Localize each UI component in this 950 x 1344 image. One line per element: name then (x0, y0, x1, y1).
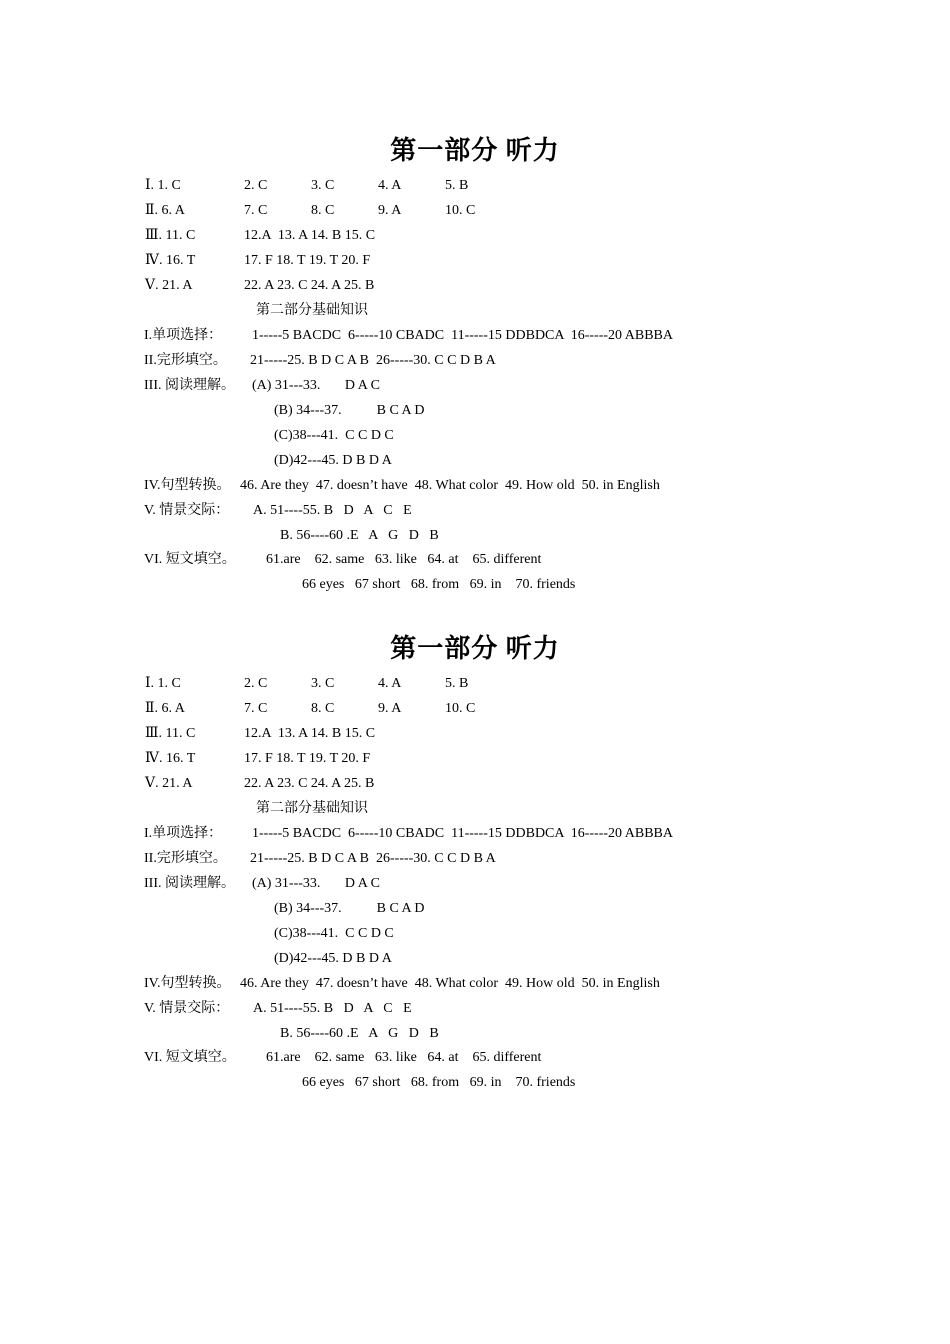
q3-answers-d: (D)42---45. D B D A (274, 951, 392, 966)
q2-label: II.完形填空。 (144, 851, 227, 866)
q5-answers-a: A. 51----55. B D A C E (253, 503, 412, 518)
listening-row-1-num: Ⅰ. 1. C (145, 676, 181, 691)
listening-row-2-b: 8. C (311, 203, 335, 218)
listening-row-3-num: Ⅲ. 11. C (145, 228, 196, 243)
q1-label: I.单项选择： (144, 328, 223, 343)
q2-label: II.完形填空。 (144, 353, 227, 368)
q3-answers-b: (B) 34---37. B C A D (274, 901, 425, 916)
q3-answers-b: (B) 34---37. B C A D (274, 403, 425, 418)
listening-row-2-d: 10. C (445, 203, 476, 218)
listening-row-3-a: 12.A 13. A 14. B 15. C (244, 726, 376, 741)
listening-row-1-num: Ⅰ. 1. C (145, 178, 181, 193)
q5-answers-b: B. 56----60 .E A G D B (280, 528, 439, 543)
listening-row-2-d: 10. C (445, 701, 476, 716)
q4-answers: 46. Are they 47. doesn’t have 48. What color 49. How old 50. in English (240, 976, 660, 991)
q2-answers: 21-----25. B D C A B 26-----30. C C D B A (250, 851, 496, 866)
listening-row-5-a: 22. A 23. C 24. A 25. B (244, 278, 375, 293)
section-title: 第一部分 听力 (390, 634, 560, 663)
part2-title: 第二部分基础知识 (256, 303, 368, 318)
listening-row-4-a: 17. F 18. T 19. T 20. F (244, 253, 371, 268)
q3-answers-d: (D)42---45. D B D A (274, 453, 392, 468)
listening-row-4-a: 17. F 18. T 19. T 20. F (244, 751, 371, 766)
listening-row-4-num: Ⅳ. 16. T (145, 253, 196, 268)
listening-row-1-c: 4. A (378, 676, 402, 691)
listening-row-2-c: 9. A (378, 701, 402, 716)
q4-label: IV.句型转换。 (144, 976, 231, 991)
listening-row-2-a: 7. C (244, 701, 268, 716)
answer-key-section-2 (0, 628, 950, 1108)
listening-row-2-num: Ⅱ. 6. A (145, 701, 185, 716)
listening-row-5-a: 22. A 23. C 24. A 25. B (244, 776, 375, 791)
listening-row-1-c: 4. A (378, 178, 402, 193)
q6-answers-a: 61.are 62. same 63. like 64. at 65. different (266, 1050, 542, 1065)
listening-row-3-a: 12.A 13. A 14. B 15. C (244, 228, 376, 243)
q4-answers: 46. Are they 47. doesn’t have 48. What color 49. How old 50. in English (240, 478, 660, 493)
q3-label: III. 阅读理解。 (144, 876, 235, 891)
section-title: 第一部分 听力 (390, 136, 560, 165)
q1-answers: 1-----5 BACDC 6-----10 CBADC 11-----15 DDBDCA 16-----20 ABBBA (252, 826, 673, 841)
part2-title: 第二部分基础知识 (256, 801, 368, 816)
listening-row-2-b: 8. C (311, 701, 335, 716)
listening-row-1-b: 3. C (311, 178, 335, 193)
q4-label: IV.句型转换。 (144, 478, 231, 493)
listening-row-3-num: Ⅲ. 11. C (145, 726, 196, 741)
listening-row-2-c: 9. A (378, 203, 402, 218)
q3-answers-c: (C)38---41. C C D C (274, 926, 394, 941)
listening-row-1-a: 2. C (244, 676, 268, 691)
listening-row-5-num: Ⅴ. 21. A (145, 278, 193, 293)
q6-label: VI. 短文填空。 (144, 1050, 236, 1065)
listening-row-5-num: Ⅴ. 21. A (145, 776, 193, 791)
q1-label: I.单项选择： (144, 826, 223, 841)
listening-row-1-b: 3. C (311, 676, 335, 691)
q2-answers: 21-----25. B D C A B 26-----30. C C D B A (250, 353, 496, 368)
q5-label: V. 情景交际： (144, 503, 230, 518)
q5-answers-b: B. 56----60 .E A G D B (280, 1026, 439, 1041)
q6-answers-b: 66 eyes 67 short 68. from 69. in 70. friends (302, 577, 576, 592)
listening-row-4-num: Ⅳ. 16. T (145, 751, 196, 766)
q3-answers-a: (A) 31---33. D A C (252, 378, 380, 393)
listening-row-1-a: 2. C (244, 178, 268, 193)
q6-answers-a: 61.are 62. same 63. like 64. at 65. different (266, 552, 542, 567)
listening-row-2-num: Ⅱ. 6. A (145, 203, 185, 218)
listening-row-1-d: 5. B (445, 676, 469, 691)
listening-row-2-a: 7. C (244, 203, 268, 218)
q6-label: VI. 短文填空。 (144, 552, 236, 567)
answer-key-section-1 (0, 130, 950, 610)
q3-answers-c: (C)38---41. C C D C (274, 428, 394, 443)
q3-answers-a: (A) 31---33. D A C (252, 876, 380, 891)
q3-label: III. 阅读理解。 (144, 378, 235, 393)
q6-answers-b: 66 eyes 67 short 68. from 69. in 70. friends (302, 1075, 576, 1090)
q5-label: V. 情景交际： (144, 1001, 230, 1016)
q5-answers-a: A. 51----55. B D A C E (253, 1001, 412, 1016)
q1-answers: 1-----5 BACDC 6-----10 CBADC 11-----15 DDBDCA 16-----20 ABBBA (252, 328, 673, 343)
listening-row-1-d: 5. B (445, 178, 469, 193)
